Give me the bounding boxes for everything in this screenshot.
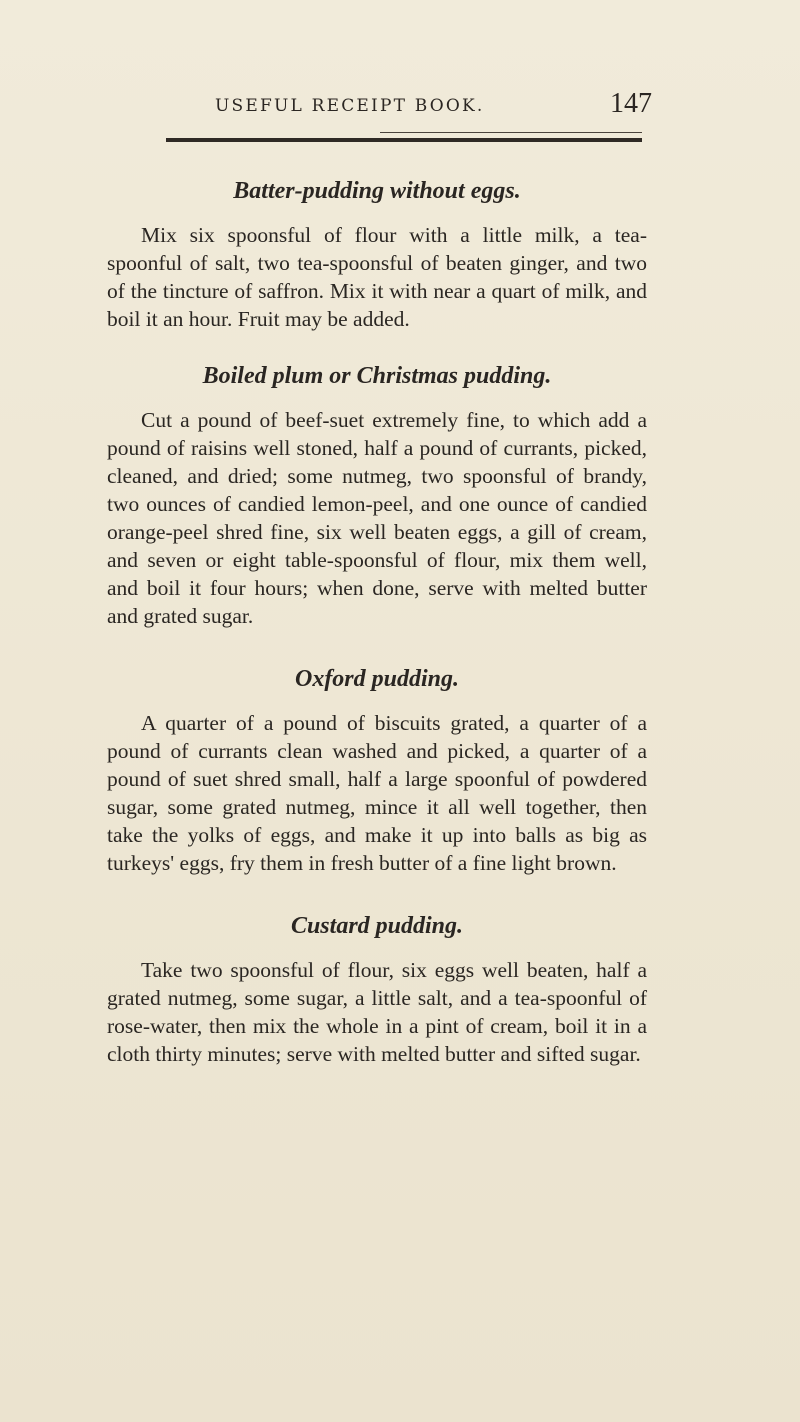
recipe-oxford-pudding [107, 666, 647, 877]
recipe-christmas-pudding [107, 363, 647, 630]
page-content [107, 170, 647, 1068]
recipe-body: A quarter of a pound of biscuits grated, a quarter of a pound of currants clean washed and picked, a quarter of a pound of suet shred small, half a large spoonful of powdered sugar, some grated nutmeg, mince it all well together, then take the yolks of eggs, and make it up into balls as big as turkeys' eggs, fry them in fresh butter of a fine light brown. [107, 711, 647, 875]
recipe-batter-pudding [107, 178, 647, 333]
recipe-body: Cut a pound of beef-suet extremely fine, to which add a pound of raisins well stoned, half a pound of currants, picked, cleaned, and dried; some nutmeg, two spoonsful of brandy, two ounces of candied lemon-peel, and one ounce of candied orange-peel shred fine, six well beaten eggs, a gill of cream, and seven or eight table-spoonsful of flour, mix them well, and boil it four hours; when done, serve with melted butter and grated sugar. [107, 408, 647, 628]
recipe-title: Custard pudding. [290, 913, 464, 939]
header-thin-rule [380, 132, 642, 133]
recipe-title: Oxford pudding. [294, 666, 460, 692]
page-number: 147 [610, 88, 652, 119]
recipe-body: Take two spoonsful of flour, six eggs well beaten, half a grated nutmeg, some sugar, a little salt, and a tea-spoonful of rose-water, then mix the whole in a pint of cream, boil it in a cloth thirty minutes; serve with melted butter and sifted sugar. [107, 958, 647, 1066]
running-title: USEFUL RECEIPT BOOK. [215, 96, 485, 116]
recipe-custard-pudding [107, 913, 647, 1068]
running-head [0, 88, 800, 128]
recipe-title: Boiled plum or Christmas pudding. [202, 363, 552, 389]
recipe-title: Batter-pudding without eggs. [233, 178, 521, 204]
recipe-body: Mix six spoonsful of flour with a little milk, a tea-spoonful of salt, two tea-spoonsful of beaten ginger, and two of the tincture of saffron. Mix it with near a quart of milk, and boil it an hour. Fruit may be added. [107, 223, 647, 331]
header-rule [166, 138, 642, 142]
